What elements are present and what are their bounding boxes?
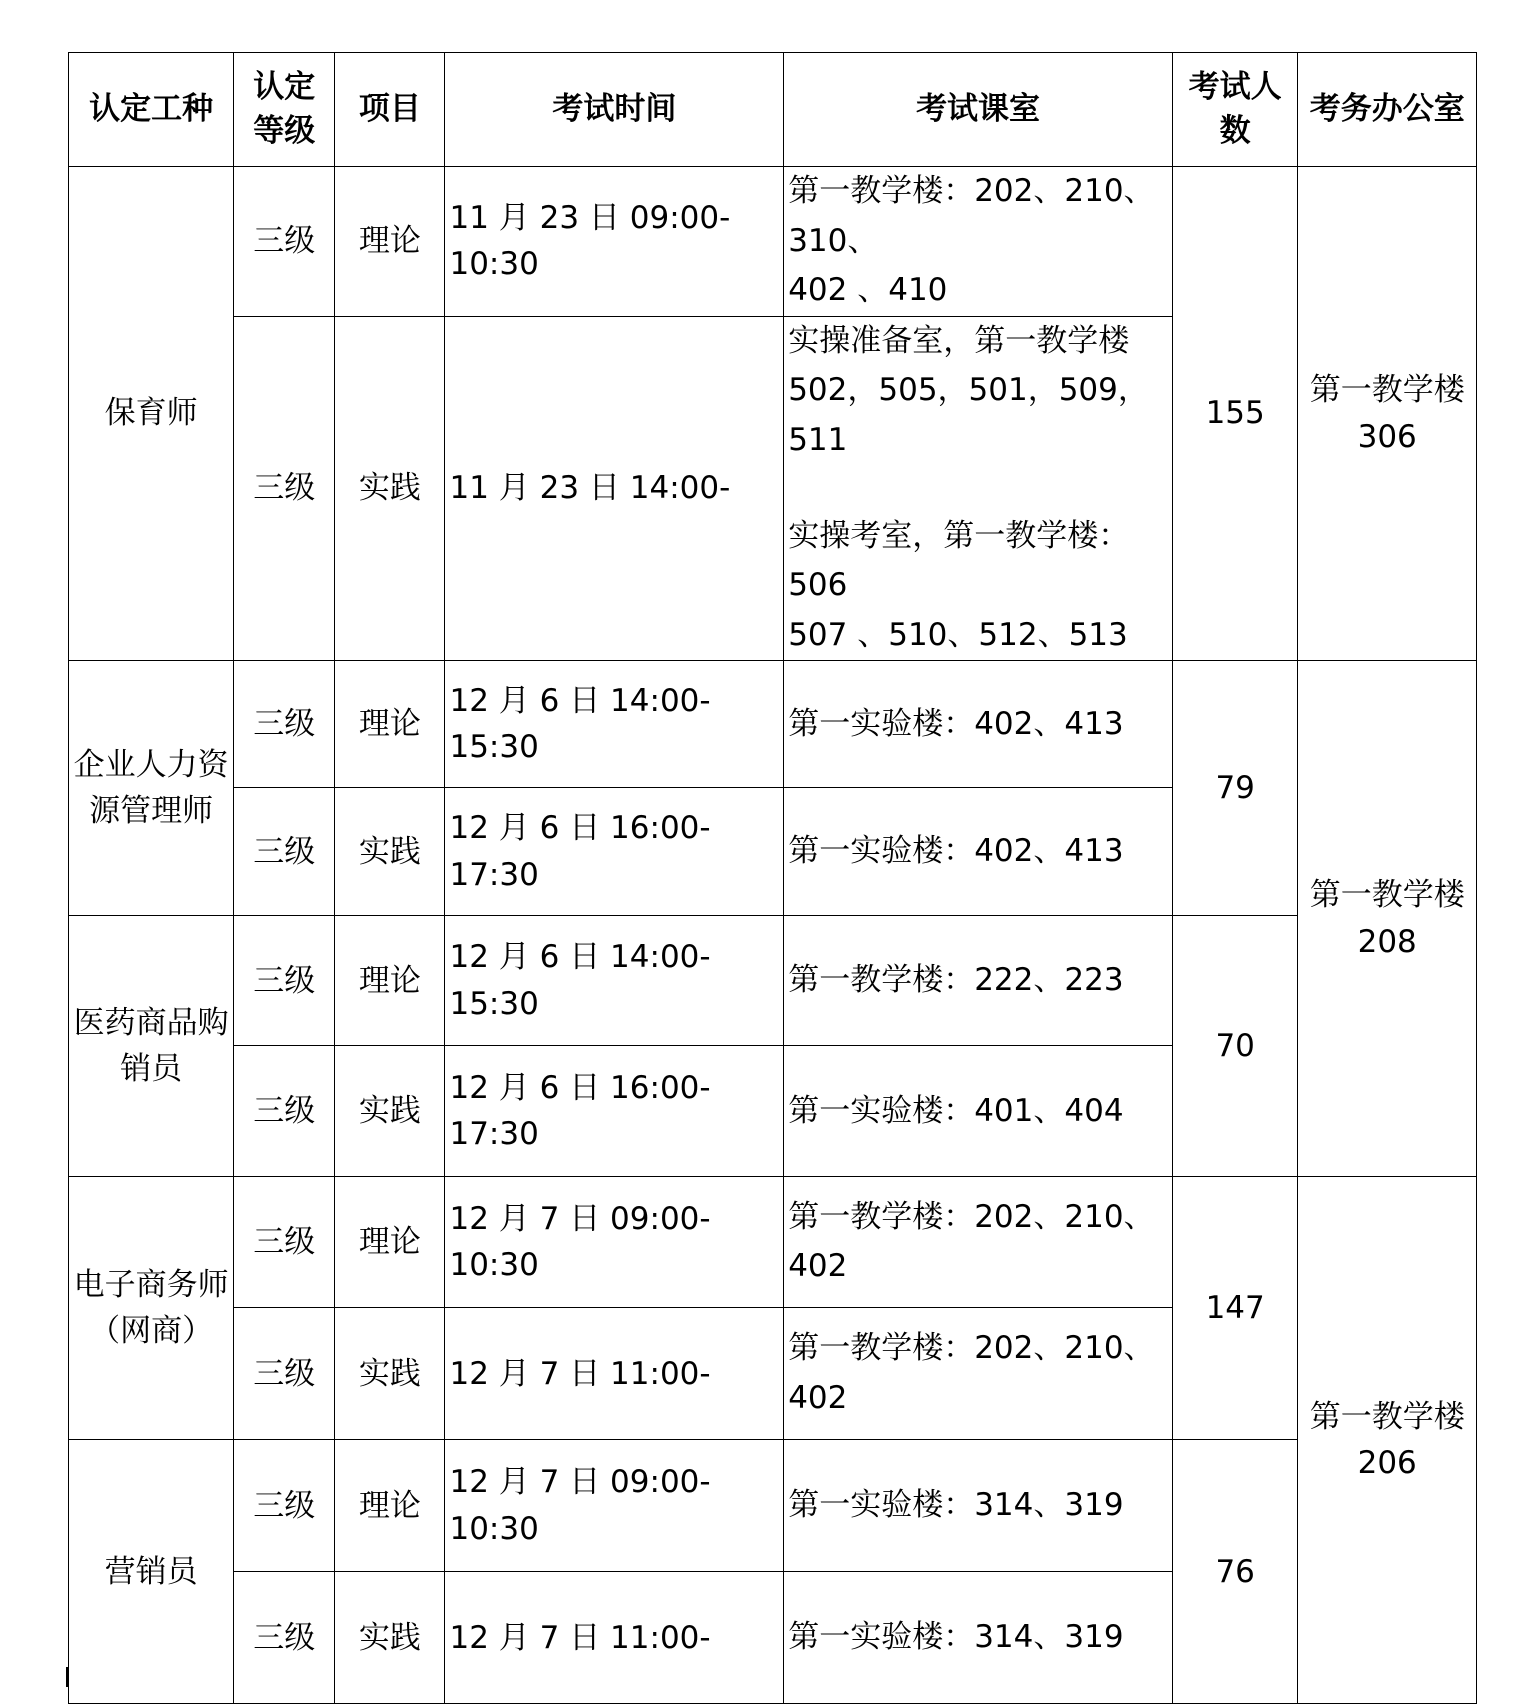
level-cell: 三级 — [234, 1177, 335, 1308]
office-building: 第一教学楼 — [1309, 1398, 1465, 1435]
table-row — [69, 1177, 1477, 1308]
office-building: 第一教学楼 — [1309, 877, 1465, 914]
table-row — [69, 916, 1477, 1046]
level-cell: 三级 — [234, 1046, 335, 1177]
room-cell — [784, 788, 1173, 916]
header-item: 项目 — [335, 53, 445, 167]
room-cell — [784, 167, 1173, 317]
type-cell: 医药商品购销员 — [69, 916, 234, 1177]
office-room: 208 — [1357, 923, 1417, 960]
office-cell — [1298, 661, 1477, 1177]
item-cell: 实践 — [335, 1046, 445, 1177]
room-line: 第一实验楼：314、319 — [788, 1619, 1124, 1656]
time-cell: 12 月 6 日 16:00-17:30 — [445, 788, 784, 916]
item-cell: 理论 — [335, 167, 445, 317]
office-building: 第一教学楼 — [1309, 372, 1465, 409]
room-line: 402 — [788, 1248, 848, 1285]
header-level: 认定等级 — [234, 53, 335, 167]
level-cell: 三级 — [234, 661, 335, 788]
time-cell: 12 月 7 日 11:00- — [445, 1308, 784, 1440]
item-cell: 实践 — [335, 788, 445, 916]
time-cell: 12 月 6 日 14:00-15:30 — [445, 916, 784, 1046]
room-line: 实操考室，第一教学楼：506 — [788, 517, 1130, 604]
room-cell — [784, 316, 1173, 661]
room-line: 402 — [788, 1379, 848, 1416]
time-cell: 12 月 7 日 11:00- — [445, 1572, 784, 1704]
room-line: 402 、410 — [788, 272, 948, 309]
level-cell: 三级 — [234, 1308, 335, 1440]
item-cell: 实践 — [335, 1572, 445, 1704]
room-cell — [784, 1308, 1173, 1440]
time-cell: 12 月 7 日 09:00-10:30 — [445, 1440, 784, 1572]
table-row — [69, 661, 1477, 788]
item-cell: 理论 — [335, 661, 445, 788]
level-cell: 三级 — [234, 916, 335, 1046]
level-cell: 三级 — [234, 1440, 335, 1572]
room-line: 第一教学楼：222、223 — [788, 962, 1124, 999]
time-cell: 11 月 23 日 09:00-10:30 — [445, 167, 784, 317]
time-cell: 12 月 6 日 14:00-15:30 — [445, 661, 784, 788]
header-room: 考试课室 — [784, 53, 1173, 167]
room-cell — [784, 916, 1173, 1046]
room-line: 第一教学楼：202、210、 — [788, 1198, 1155, 1235]
type-cell: 电子商务师（网商） — [69, 1177, 234, 1440]
type-cell: 营销员 — [69, 1440, 234, 1704]
level-cell: 三级 — [234, 316, 335, 661]
item-cell: 实践 — [335, 1308, 445, 1440]
item-cell: 实践 — [335, 316, 445, 661]
room-cell — [784, 661, 1173, 788]
header-type: 认定工种 — [69, 53, 234, 167]
room-cell — [784, 1177, 1173, 1308]
room-line: 第一实验楼：402、413 — [788, 705, 1124, 742]
count-cell: 79 — [1172, 661, 1297, 916]
type-cell: 企业人力资源管理师 — [69, 661, 234, 916]
room-line: 502，505，501，509，511 — [788, 372, 1149, 458]
header-time: 考试时间 — [445, 53, 784, 167]
room-line: 507 、510、512、513 — [788, 616, 1128, 653]
room-line: 第一教学楼：202、210、310、 — [788, 173, 1155, 259]
room-cell — [784, 1572, 1173, 1704]
room-cell — [784, 1046, 1173, 1177]
office-cell — [1298, 167, 1477, 661]
level-cell: 三级 — [234, 167, 335, 317]
office-room: 306 — [1357, 418, 1417, 455]
room-cell — [784, 1440, 1173, 1572]
time-cell: 12 月 7 日 09:00-10:30 — [445, 1177, 784, 1308]
table-row — [69, 1440, 1477, 1572]
office-room: 206 — [1357, 1445, 1417, 1482]
count-cell: 147 — [1172, 1177, 1297, 1440]
office-cell — [1298, 1177, 1477, 1704]
header-row — [69, 53, 1477, 167]
count-cell: 155 — [1172, 167, 1297, 661]
level-cell: 三级 — [234, 1572, 335, 1704]
count-cell: 76 — [1172, 1440, 1297, 1704]
room-line: 第一实验楼：401、404 — [788, 1092, 1124, 1129]
level-cell: 三级 — [234, 788, 335, 916]
item-cell: 理论 — [335, 1177, 445, 1308]
item-cell: 理论 — [335, 916, 445, 1046]
time-cell: 12 月 6 日 16:00-17:30 — [445, 1046, 784, 1177]
header-office: 考务办公室 — [1298, 53, 1477, 167]
text-cursor — [66, 1667, 68, 1687]
room-line: 实操准备室，第一教学楼 — [788, 322, 1130, 359]
count-cell: 70 — [1172, 916, 1297, 1177]
exam-schedule-table — [68, 52, 1477, 1704]
room-line: 第一实验楼：314、319 — [788, 1487, 1124, 1524]
table-row — [69, 167, 1477, 317]
item-cell: 理论 — [335, 1440, 445, 1572]
header-count: 考试人数 — [1172, 53, 1297, 167]
room-line: 第一教学楼：202、210、 — [788, 1330, 1155, 1367]
type-cell: 保育师 — [69, 167, 234, 661]
time-cell: 11 月 23 日 14:00- — [445, 316, 784, 661]
room-line: 第一实验楼：402、413 — [788, 833, 1124, 870]
